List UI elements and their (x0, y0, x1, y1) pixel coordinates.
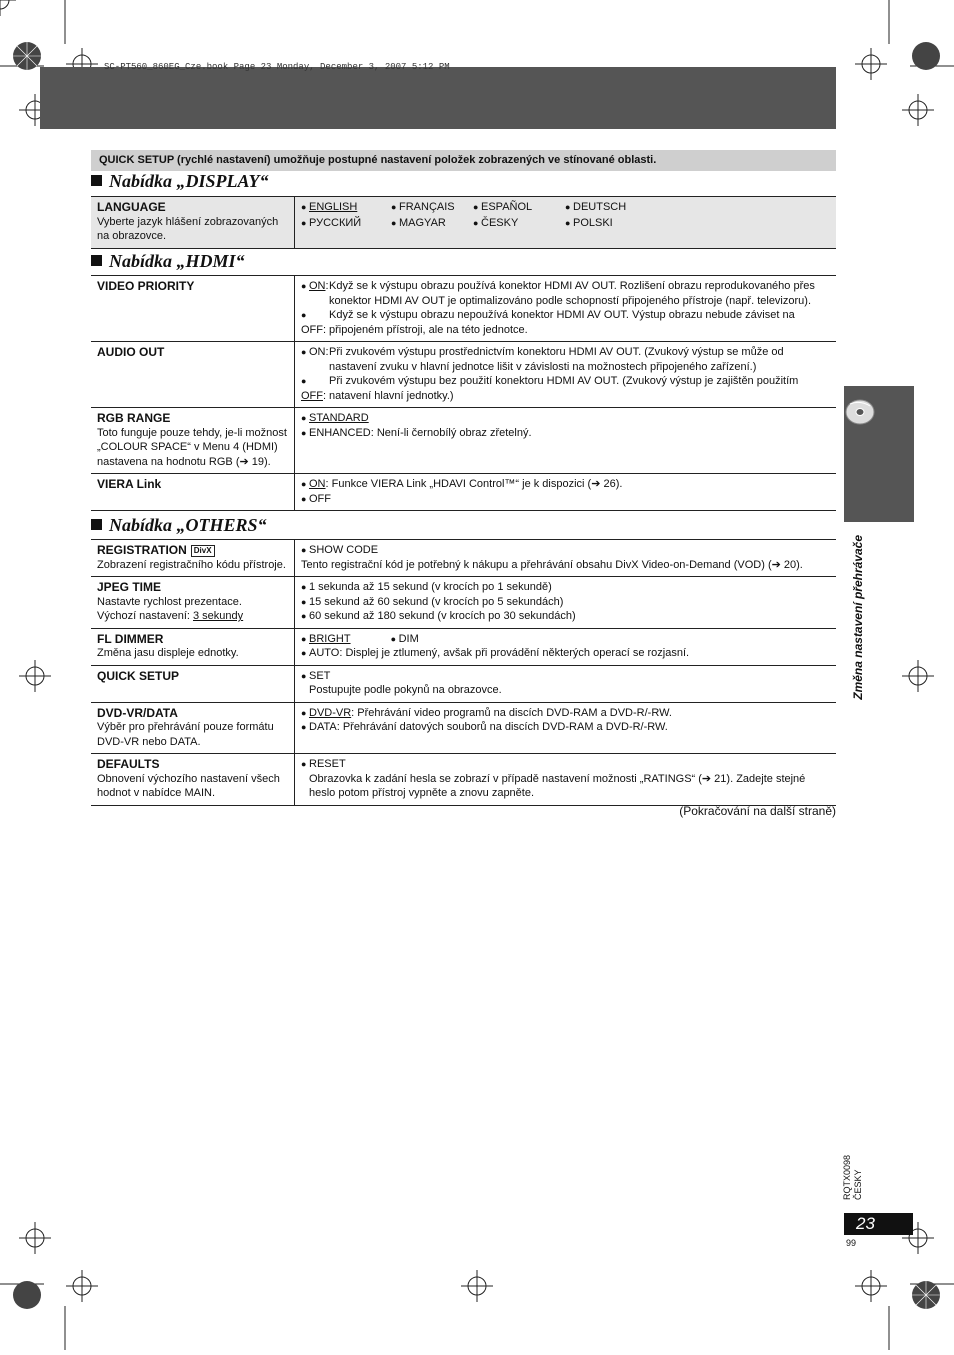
table-row (91, 197, 836, 249)
header-bar (40, 67, 836, 129)
option-text: Postupujte podle pokynů na obrazovce. (309, 684, 502, 696)
table-row (91, 342, 836, 408)
table-row (91, 540, 836, 577)
side-label: Změna nastavení přehrávače (851, 535, 865, 700)
option-english: ● ENGLISH (301, 201, 358, 213)
display-menu-table (91, 196, 836, 249)
setting-options-cell (295, 540, 837, 577)
setting-name: LANGUAGE (97, 200, 166, 214)
option-auto: ● AUTO: Displej je ztlumený, avšak při provádění některých operací se rozjasní. (301, 647, 690, 659)
setting-label-cell (91, 702, 295, 754)
table-row (91, 408, 836, 474)
option-standard: ● STANDARD (301, 412, 369, 424)
default-value: Výchozí nastavení: 3 sekundy (97, 610, 244, 622)
divx-badge-icon: DivX (191, 545, 215, 557)
option-set: ● SET (301, 669, 331, 682)
option-reset: ● RESET (301, 758, 346, 770)
setting-options-cell (295, 474, 837, 511)
continued-note: (Pokračování na další straně) (679, 804, 836, 818)
section-title-text: Nabídka „DISPLAY“ (109, 171, 269, 191)
option-data: ● DATA: Přehrávání datových souborů na discích DVD-RAM a DVD-R/-RW. (301, 721, 668, 733)
language-options (301, 200, 831, 230)
others-menu-table (91, 539, 836, 806)
setting-label-cell (91, 754, 295, 806)
option-bright-dim: ● BRIGHT ● DIM (301, 632, 419, 645)
setting-name: JPEG TIME (97, 580, 162, 594)
setting-desc: Obnovení výchozího nastavení všech hodnot v nabídce MAIN. (97, 772, 280, 799)
section-title-text: Nabídka „HDMI“ (109, 251, 245, 271)
option-on: ● ON: Funkce VIERA Link „HDAVI Control™“ je k dispozici (➔ 26). (301, 478, 623, 490)
option-1-15: ● 1 sekunda až 15 sekund (v krocích po 1 sekundě) (301, 581, 552, 593)
setting-desc: Toto funguje pouze tehdy, je-li možnost „COLOUR SPACE“ v Menu 4 (HDMI) nastavena na hodnotu RGB (➔ 19). (97, 426, 287, 468)
option-enhanced: ● ENHANCED: Není-li černobílý obraz zřetelný. (301, 426, 532, 439)
setting-options-cell (295, 665, 837, 702)
table-row (91, 474, 836, 511)
setting-desc: Výběr pro přehrávání pouze formátu DVD-VR nebo DATA. (97, 721, 274, 748)
option-espanol: ● ESPAÑOL (473, 201, 533, 213)
setting-desc: Změna jasu displeje ednotky. (97, 647, 239, 659)
option-15-60: ● 15 sekund až 60 sekund (v krocích po 5 sekundách) (301, 595, 564, 608)
setting-label-cell (91, 197, 295, 249)
option-magyar: ● MAGYAR (391, 216, 446, 229)
side-tab (844, 386, 914, 522)
option-dvd-vr: ● DVD-VR: Přehrávání video programů na discích DVD-RAM a DVD-R/-RW. (301, 706, 672, 719)
section-title-text: Nabídka „OTHERS“ (109, 515, 267, 535)
setting-options-cell (295, 342, 837, 408)
table-row (91, 702, 836, 754)
option-off: ● OFF (301, 492, 331, 505)
setting-desc: Zobrazení registračního kódu přístroje. (97, 558, 286, 571)
file-info-line: SC-PT560_860EG_Cze.book Page 23 Monday, December 3, 2007 5:12 PM (104, 62, 450, 72)
page-number: 23 (844, 1213, 913, 1235)
setting-label-cell (91, 342, 295, 408)
setting-name: QUICK SETUP (97, 668, 180, 683)
setting-name: AUDIO OUT (97, 345, 165, 359)
setting-label-cell (91, 665, 295, 702)
document-code: RQTX0098 ČESKY (842, 1155, 863, 1201)
option-show-code: ● SHOW CODE (301, 544, 379, 556)
setting-name: VIDEO PRIORITY (97, 279, 195, 293)
setting-options-cell (295, 577, 837, 629)
setting-desc: Vyberte jazyk hlášení zobrazovaných na obrazovce. (97, 215, 279, 242)
setting-desc: Nastavte rychlost prezentace. (97, 595, 242, 608)
table-row (91, 628, 836, 665)
option-off: ●OFF: Při zvukovém výstupu bez použití konektoru HDMI AV OUT. (Zvukový výstup je zajištěn použitím natavení hlavní jednotky.) (301, 375, 799, 402)
section-title-hdmi (91, 251, 245, 272)
setting-label-cell (91, 474, 295, 511)
setting-label-cell (91, 577, 295, 629)
section-title-others (91, 515, 267, 536)
square-bullet-icon (91, 175, 102, 186)
option-on: ● ON: Když se k výstupu obrazu používá konektor HDMI AV OUT. Rozlišení obrazu reprodukovaného přes konektor HDMI AV OUT je optimalizováno podle schopností připojeného přístroje (např. televizoru). (301, 280, 815, 307)
setting-label-cell (91, 408, 295, 474)
setting-name: VIERA Link (97, 477, 162, 491)
hdmi-menu-table (91, 275, 836, 511)
setting-name: REGISTRATION DivX (97, 543, 289, 558)
small-page-number: 99 (846, 1238, 857, 1248)
table-row (91, 577, 836, 629)
square-bullet-icon (91, 519, 102, 530)
setting-label-cell (91, 628, 295, 665)
option-off: ●OFF: Když se k výstupu obrazu nepoužívá konektor HDMI AV OUT. Výstup obrazu nebude záviset na připojeném přístroji, ale na této jednotce. (301, 309, 795, 336)
table-row (91, 754, 836, 806)
setting-options-cell (295, 197, 837, 249)
setting-label-cell (91, 276, 295, 342)
setting-label-cell (91, 540, 295, 577)
setting-options-cell (295, 754, 837, 806)
quick-setup-note: QUICK SETUP (rychlé nastavení) umožňuje postupné nastavení položek zobrazených ve stínované oblasti. (91, 150, 836, 171)
setting-name: FL DIMMER (97, 631, 164, 646)
disc-icon (844, 394, 914, 454)
setting-options-cell (295, 702, 837, 754)
option-on: ● ON: Při zvukovém výstupu prostřednictvím konektoru HDMI AV OUT. (Zvukový výstup se může od nastavení zvuku v hlavní jednotce lišit v závislosti na možnostech připojeného zařízení.) (301, 346, 784, 373)
option-deutsch: ● DEUTSCH (565, 201, 627, 213)
section-title-display (91, 171, 269, 192)
option-polski: ● POLSKI (565, 216, 613, 229)
option-russian: ● РУССКИЙ (301, 216, 362, 229)
setting-name: DVD-VR/DATA (97, 705, 178, 720)
table-row (91, 276, 836, 342)
setting-name: RGB RANGE (97, 411, 171, 425)
setting-options-cell (295, 408, 837, 474)
option-cesky: ● ČESKY (473, 216, 519, 229)
setting-name: DEFAULTS (97, 757, 160, 771)
square-bullet-icon (91, 255, 102, 266)
option-text: Obrazovka k zadání hesla se zobrazí v případě nastavení možnosti „RATINGS“ (➔ 21). Zadejte stejné heslo potom přístroj vypněte a znovu zapněte. (309, 772, 806, 799)
option-text: Tento registrační kód je potřebný k nákupu a přehrávání obsahu DivX Video-on-Demand (VOD) (➔ 20). (301, 558, 803, 571)
setting-options-cell (295, 276, 837, 342)
table-row (91, 665, 836, 702)
setting-options-cell (295, 628, 837, 665)
option-60-180: ● 60 sekund až 180 sekund (v krocích po 30 sekundách) (301, 610, 576, 622)
option-francais: ● FRANÇAIS (391, 201, 455, 213)
